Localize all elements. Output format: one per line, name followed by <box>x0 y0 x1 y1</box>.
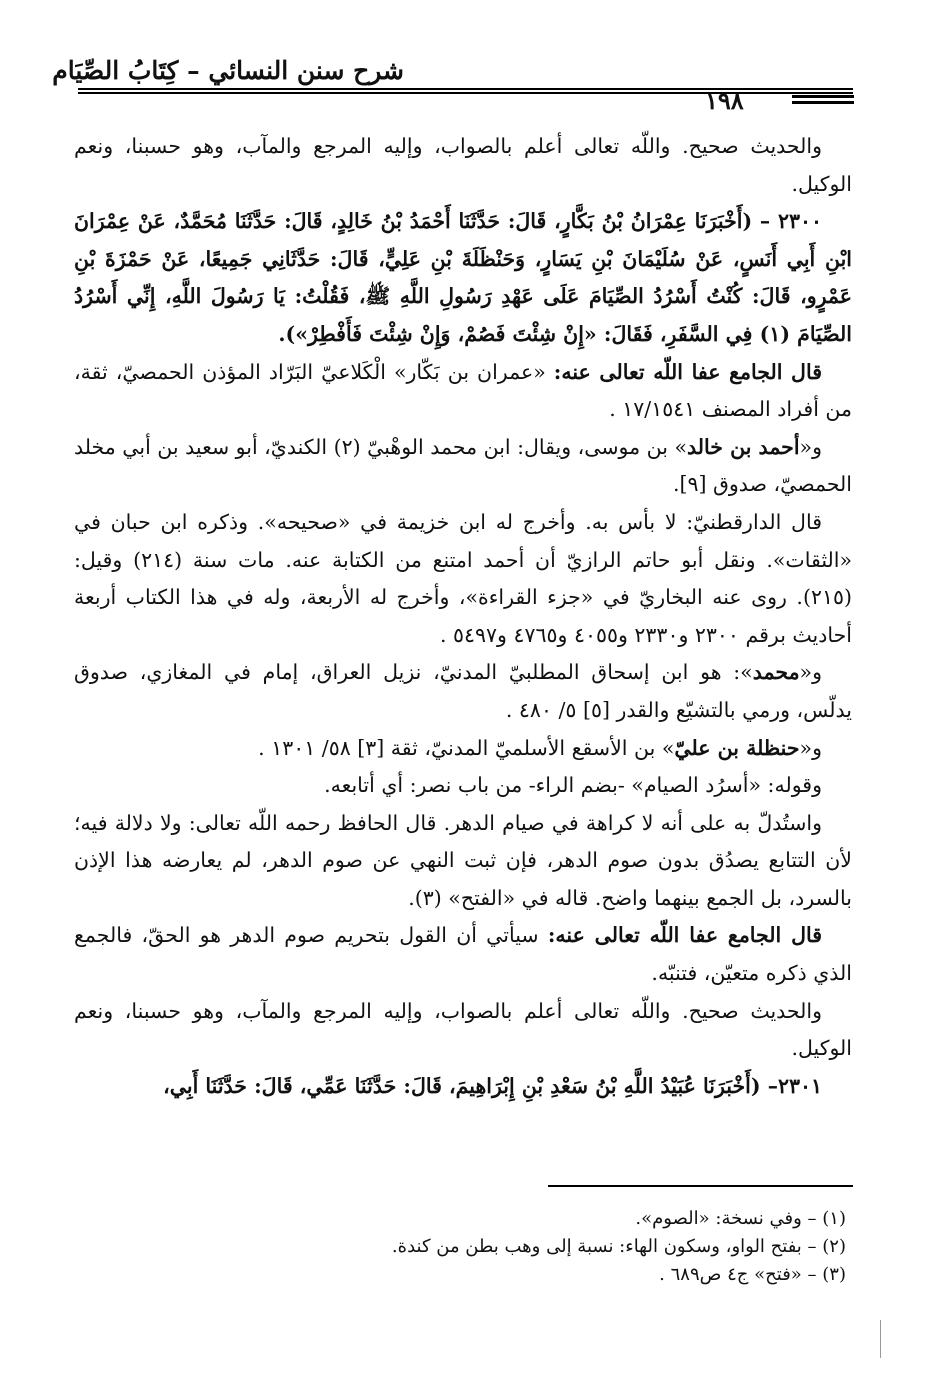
paragraph: قال الدارقطنيّ: لا بأس به. وأخرج له ابن خزيمة في «صحيحه». وذكره ابن حبان في «الثقات». ونقل أبو حاتم الرازيّ أن أحمد امتنع من الكتابة عنه. مات سنة (٢١٤) وقيل: (٢١٥). روى عنه البخاريّ في «جزء القراءة»، وأخرج له الأربعة، وله في هذا الكتاب أربعة أحاديث برقم ٢٣٠٠ و٢٣٣٠ و٤٠٥٥ و٤٧٦٥ و٥٤٩٧ . <box>74 509 852 647</box>
paragraph <box>74 917 852 992</box>
page-number-rule <box>792 101 854 104</box>
paragraph-text: » بن الأسقع الأسلميّ المدنيّ، ثقة [٣] ٥٨/ ١٣٠١ . <box>258 735 675 760</box>
footnote: (٣) – «فتح» ج٤ ص٦٨٩ . <box>659 1264 846 1285</box>
paragraph: والحديث صحيح. واللّه تعالى أعلم بالصواب، وإليه المرجع والمآب، وهو حسبنا، ونعم الوكيل. <box>74 134 852 196</box>
author-label: قال الجامع عفا اللّه تعالى عنه: <box>547 923 823 948</box>
page-number: ١٩٨ <box>705 86 744 115</box>
main-text <box>74 128 852 1105</box>
paragraph-text: » بن موسى، ويقال: ابن محمد الوهْبيّ (٢) الكنديّ، أبو سعيد بن أبي مخلد الحمصيّ، صدوق [٩]. <box>74 434 852 497</box>
footnotes <box>74 1205 852 1289</box>
narrator-name: حنظلة بن عليّ <box>674 735 800 760</box>
paragraph <box>74 354 852 429</box>
paragraph-text: سيأتي أن القول بتحريم صوم الدهر هو الحقّ، فالجمع الذي ذكره متعيّن، فتنبّه. <box>74 923 852 986</box>
running-header-title: شرح سنن النسائي – كِتَابُ الصِّيَام <box>52 56 404 85</box>
quote-mark: و« <box>799 660 822 685</box>
paragraph <box>74 654 852 729</box>
paragraph <box>74 429 852 504</box>
paragraph <box>74 730 852 768</box>
footnote: (٢) – بفتح الواو، وسكون الهاء: نسبة إلى وهب بطن من كندة. <box>391 1236 846 1257</box>
narrator-name: محمد <box>752 660 800 685</box>
narrator-name: أحمد بن خالد <box>687 434 800 459</box>
footnote: (١) – وفي نسخة: «الصوم». <box>635 1208 846 1229</box>
author-label: قال الجامع عفا اللّه تعالى عنه: <box>553 359 822 384</box>
paragraph: واستُدلّ به على أنه لا كراهة في صيام الدهر. قال الحافظ رحمه اللّه تعالى: ولا دلالة فيه؛ لأن التتابع يصدُق بدون صوم الدهر، فإن ثبت النهي عن صوم الدهر، لم يعارضه هذا الإذن بالسرد، بل الجمع بينهما واضح. قاله في «الفتح» (٣). <box>74 810 852 910</box>
scan-margin-mark <box>880 1320 881 1358</box>
paragraph: والحديث صحيح. واللّه تعالى أعلم بالصواب، وإليه المرجع والمآب، وهو حسبنا، ونعم الوكيل. <box>74 998 852 1061</box>
paragraph: وقوله: «أسرُد الصيام» -بضم الراء- من باب نصر: أي أتابعه. <box>324 773 822 798</box>
hadith-text: ٢٣٠١– (أَخْبَرَنَا عُبَيْدُ اللَّهِ بْنُ سَعْدِ بْنِ إِبْرَاهِيمَ، قَالَ: حَدَّثَنَا عَمِّي، قَالَ: حَدَّثَنَا أَبِي، <box>163 1073 822 1098</box>
quote-mark: و« <box>799 735 822 760</box>
hadith-text: ٢٣٠٠ – (أَخْبَرَنَا عِمْرَانُ بْنُ بَكَّارٍ، قَالَ: حَدَّثَنَا أَحْمَدُ بْنُ خَالِدٍ، قَالَ: حَدَّثَنَا مُحَمَّدٌ، عَنْ عِمْرَانَ ابْنِ أَبِي أَنَسٍ، عَنْ سُلَيْمَانَ بْنِ يَسَارٍ، وَحَنْظَلَةَ بْنِ عَلِيٍّ، قَالَ: حَدَّثَانِي جَمِيعًا، عَنْ حَمْزَةَ بْنِ عَمْرٍو، قَالَ: كُنْتُ أَسْرُدُ الصِّيَامَ عَلَى عَهْدِ رَسُولِ اللَّهِ ﷺ، فَقُلْتُ: يَا رَسُولَ اللَّهِ، إِنِّي أَسْرُدُ الصِّيَامَ (١) فِي السَّفَرِ، فَقَالَ: «إِنْ شِئْتَ فَصُمْ، وَإِنْ شِئْتَ فَأَفْطِرْ»). <box>74 209 852 346</box>
paragraph-text: »: هو ابن إسحاق المطلبيّ المدنيّ، نزيل العراق، إمام في المغازي، صدوق يدلّس، ورمي بالتشيّع والقدر [٥] ٥/ ٤٨٠ . <box>74 660 852 722</box>
paragraph-text: «عمران بن بَكّار» الْكَلاعيّ البَرّاد المؤذن الحمصيّ، ثقة، من أفراد المصنف ١٧/١٥٤١ . <box>74 359 852 422</box>
footnote-divider <box>548 1185 853 1187</box>
page-number-rule <box>792 95 854 98</box>
quote-mark: و« <box>799 434 822 459</box>
